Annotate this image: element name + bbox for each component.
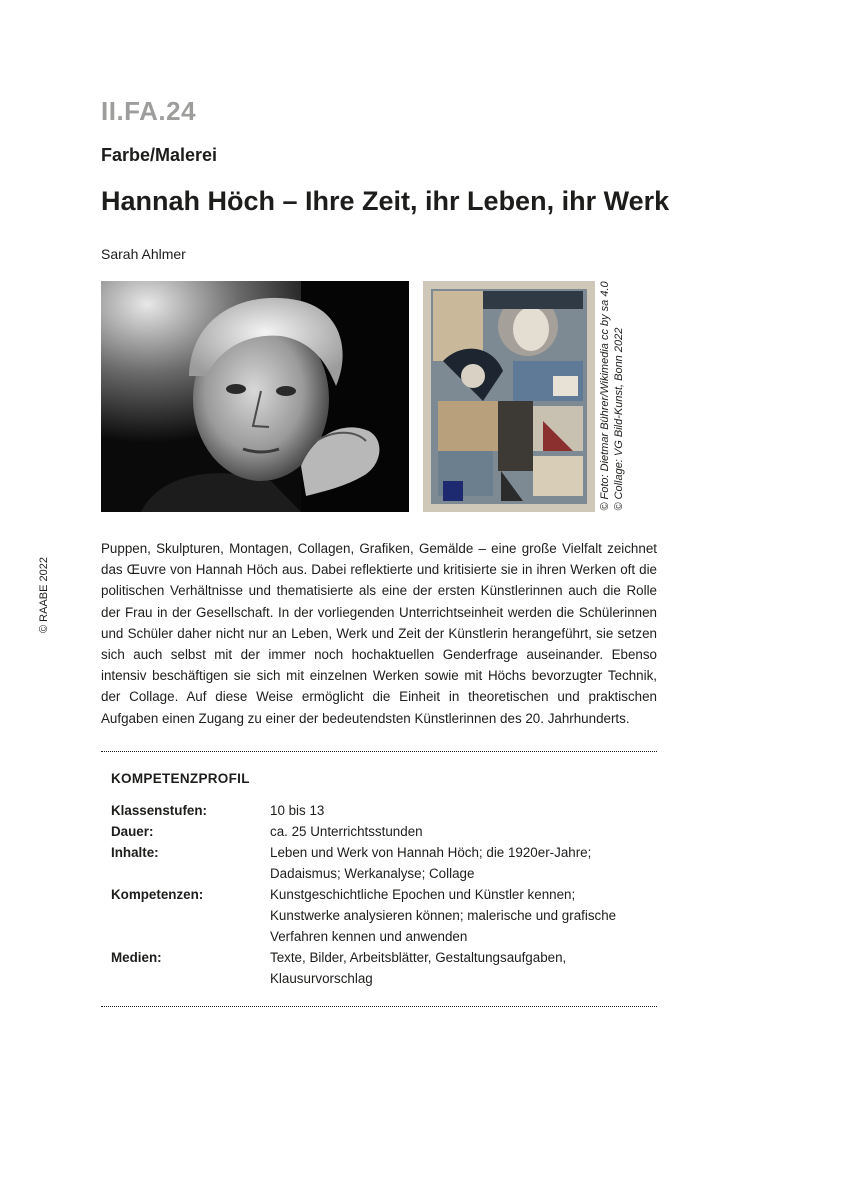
page-title: Hannah Höch – Ihre Zeit, ihr Leben, ihr Werk (101, 186, 670, 216)
profile-value: ca. 25 Unterrichtsstunden (270, 824, 423, 839)
divider-bottom (101, 1006, 657, 1007)
profile-label: Dauer: (111, 824, 154, 839)
profile-heading: KOMPETENZPROFIL (111, 771, 250, 786)
side-copyright: © RAABE 2022 (38, 557, 50, 633)
profile-value: Kunstgeschichtliche Epochen und Künstler kennen; Kunstwerke analysieren können; malerische und grafische Verfahren kennen und anwenden (270, 887, 617, 944)
profile-label: Inhalte: (111, 845, 159, 860)
profile-label: Kompetenzen: (111, 887, 204, 902)
collage-image (423, 281, 595, 512)
profile-label: Klassenstufen: (111, 803, 207, 818)
profile-value: Leben und Werk von Hannah Höch; die 1920er-Jahre; Dadaismus; Werkanalyse; Collage (270, 845, 592, 881)
profile-value: Texte, Bilder, Arbeitsblätter, Gestaltungsaufgaben, Klausurvorschlag (270, 950, 567, 986)
category-label: Farbe/Malerei (101, 145, 218, 165)
unit-code: II.FA.24 (101, 96, 197, 126)
portrait-photo (101, 281, 409, 512)
divider-top (101, 751, 657, 752)
profile-value: 10 bis 13 (270, 803, 325, 818)
intro-paragraph: Puppen, Skulpturen, Montagen, Collagen, Grafiken, Gemälde – eine große Vielfalt zeichnet das Œuvre von Hannah Höch aus. Dabei reflektierte und kritisierte sie in ihren Werken oft die politischen Verhältnisse und thematisierte als eine der ersten Künstlerinnen auch die Rolle der Frau in der Gesellschaft. In der vorliegenden Unterrichtseinheit werden die Schülerinnen und Schüler daher nicht nur an Leben, Werk und Zeit der Künstlerin herangeführt, sie setzen sich auch selbst mit der immer noch hochaktuellen Genderfrage auseinander. Ebenso intensiv beschäftigen sie sich mit einzelnen Werken sowie mit Höchs bevorzugter Technik, der Collage. Auf diese Weise ermöglicht die Einheit in theoretischen und praktischen Aufgaben einen Zugang zu einer der bedeutendsten Künstlerinnen des 20. Jahrhunderts. (101, 541, 657, 726)
profile-label: Medien: (111, 950, 162, 965)
author-name: Sarah Ahlmer (101, 246, 186, 262)
image-credits (598, 281, 626, 510)
collage-credit: © Collage: VG Bild-Kunst, Bonn 2022 (613, 327, 625, 511)
photo-credit: © Foto: Dietmar Bührer/Wikimedia cc by sa 4.0 (599, 281, 611, 511)
